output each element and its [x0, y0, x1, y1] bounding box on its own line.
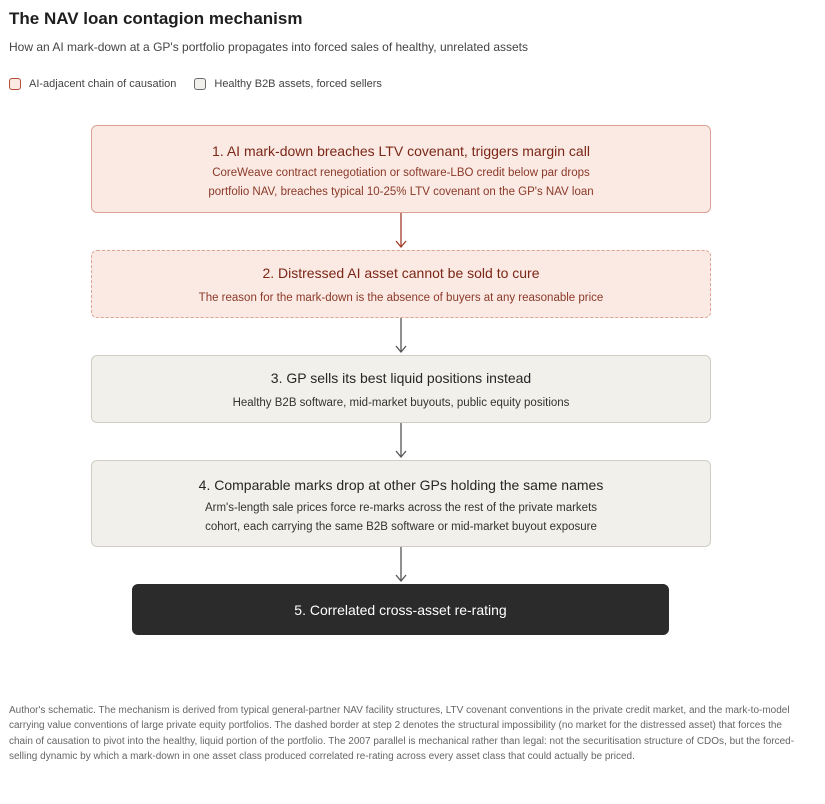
step-1-box	[91, 125, 711, 213]
step-2-desc: The reason for the mark-down is the absence of buyers at any reasonable price	[198, 292, 604, 304]
step-1-heading: 1. AI mark-down breaches LTV covenant, triggers margin call	[212, 143, 590, 159]
step-1-desc-line-2: portfolio NAV, breaches typical 10-25% LTV covenant on the GP's NAV loan	[208, 186, 594, 198]
page-title: The NAV loan contagion mechanism	[9, 9, 303, 28]
arrow-2-to-3	[392, 318, 410, 355]
legend-label-ai: AI-adjacent chain of causation	[29, 78, 177, 90]
arrow-1-to-2	[392, 213, 410, 250]
step-2-heading: 2. Distressed AI asset cannot be sold to cure	[262, 265, 540, 281]
step-4-heading: 4. Comparable marks drop at other GPs holding the same names	[198, 477, 604, 493]
legend-item-ai	[9, 78, 176, 90]
page-subtitle: How an AI mark-down at a GP's portfolio propagates into forced sales of healthy, unrelated assets	[9, 40, 529, 54]
arrow-4-to-5	[392, 547, 410, 584]
step-4-box	[91, 460, 711, 547]
step-2-box	[91, 250, 711, 318]
footnote: Author's schematic. The mechanism is derived from typical general-partner NAV facility structures, LTV covenant conventions in the private credit market, and the mark-to-model carrying value conventions of large private equity portfolios. The dashed border at step 2 denotes the structural impossibility (no market for the distressed asset) that forces the chain of causation to pivot into the healthy, liquid portion of the portfolio. The 2007 parallel is mechanical rather than legal: not the securitisation structure of CDOs, but the forced-selling dynamic by which a mark-down in one asset class produced correlated re-rating across every asset class that could actually be priced.	[9, 705, 795, 762]
legend-swatch-ai	[9, 78, 21, 90]
step-5-box	[132, 584, 669, 635]
step-4-desc-line-2: cohort, each carrying the same B2B software or mid-market buyout exposure	[205, 521, 597, 533]
legend-label-healthy: Healthy B2B assets, forced sellers	[214, 78, 382, 90]
legend-item-healthy	[194, 78, 382, 90]
step-3-box	[91, 355, 711, 423]
step-4-desc-line-1: Arm's-length sale prices force re-marks across the rest of the private markets	[204, 502, 598, 514]
step-5-heading: 5. Correlated cross-asset re-rating	[294, 602, 507, 618]
arrow-3-to-4	[392, 423, 410, 460]
step-3-desc: Healthy B2B software, mid-market buyouts, public equity positions	[232, 397, 570, 409]
legend-swatch-healthy	[194, 78, 206, 90]
legend	[9, 78, 400, 90]
step-3-heading: 3. GP sells its best liquid positions instead	[270, 370, 532, 386]
step-1-desc-line-1: CoreWeave contract renegotiation or software-LBO credit below par drops	[212, 167, 590, 179]
